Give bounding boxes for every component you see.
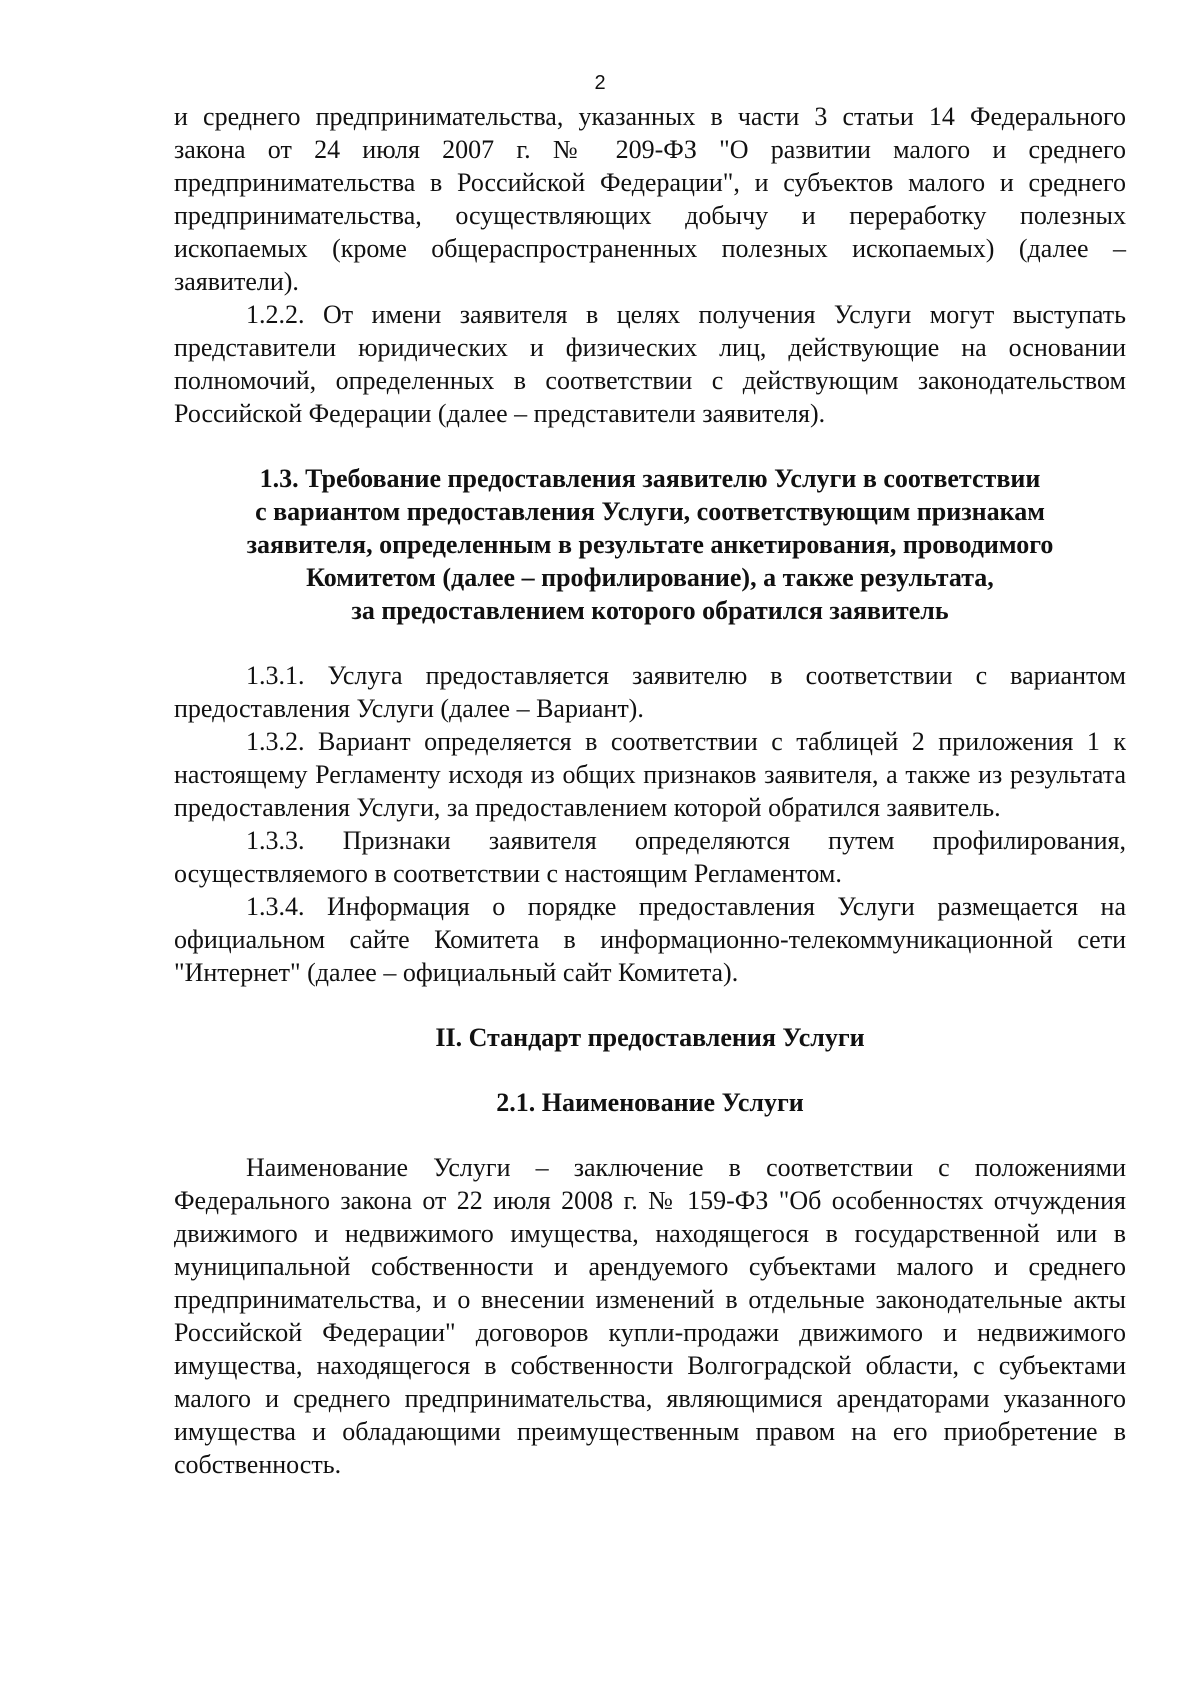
spacer [174, 989, 1126, 1021]
spacer [174, 430, 1126, 462]
heading-section-2: II. Стандарт предоставления Услуги [435, 1023, 865, 1052]
heading-1-3-line: заявителя, определенным в результате анкетирования, проводимого [246, 530, 1054, 559]
heading-2-1: 2.1. Наименование Услуги [496, 1088, 804, 1117]
paragraph-2-1: Наименование Услуги – заключение в соответствии с положениями Федерального закона от 22 июля 2008 г. № 159-ФЗ "Об особенностях отчуждения движимого и недвижимого имущества, находящегося в государственной или в муниципальной собственности и арендуемого субъектами малого и среднего предпринимательства, и о внесении изменений в отдельные законодательные акты Российской Федерации" договоров купли-продажи движимого и недвижимого имущества, находящегося в собственности Волгоградской области, с субъектами малого и среднего предпринимательства, являющимися арендаторами указанного имущества и обладающими преимущественным правом на его приобретение в собственность. [174, 1153, 1126, 1479]
page-number: 2 [594, 72, 606, 94]
paragraph-continuation: и среднего предпринимательства, указанных в части 3 статьи 14 Федерального закона от 24 июля 2007 г. № 209-ФЗ "О развитии малого и среднего предпринимательства в Российской Федерации", и субъектов малого и среднего предпринимательства, осуществляющих добычу и переработку полезных ископаемых (кроме общераспространенных полезных ископаемых) (далее – заявители). [174, 102, 1126, 296]
heading-1-3-line: с вариантом предоставления Услуги, соответствующим признакам [255, 497, 1045, 526]
document-body [174, 100, 1126, 1481]
paragraph-1-2-2: 1.2.2. От имени заявителя в целях получения Услуги могут выступать представители юридических и физических лиц, действующие на основании полномочий, определенных в соответствии с действующим законодательством Российской Федерации (далее – представители заявителя). [174, 300, 1126, 428]
paragraph-1-3-2: 1.3.2. Вариант определяется в соответствии с таблицей 2 приложения 1 к настоящему Регламенту исходя из общих признаков заявителя, а также из результата предоставления Услуги, за предоставлением которой обратился заявитель. [174, 727, 1126, 822]
heading-1-3-line: 1.3. Требование предоставления заявителю Услуги в соответствии [259, 464, 1041, 493]
spacer [174, 1054, 1126, 1086]
heading-1-3-line: за предоставлением которого обратился заявитель [351, 596, 949, 625]
paragraph-1-3-3: 1.3.3. Признаки заявителя определяются путем профилирования, осуществляемого в соответствии с настоящим Регламентом. [174, 826, 1126, 888]
heading-1-3-line: Комитетом (далее – профилирование), а также результата, [306, 563, 994, 592]
heading-1-3 [174, 462, 1126, 627]
spacer [174, 627, 1126, 659]
spacer [174, 1119, 1126, 1151]
paragraph-1-3-1: 1.3.1. Услуга предоставляется заявителю в соответствии с вариантом предоставления Услуги (далее – Вариант). [174, 661, 1126, 723]
paragraph-1-3-4: 1.3.4. Информация о порядке предоставления Услуги размещается на официальном сайте Комитета в информационно-телекоммуникационной сети "Интернет" (далее – официальный сайт Комитета). [174, 892, 1126, 987]
